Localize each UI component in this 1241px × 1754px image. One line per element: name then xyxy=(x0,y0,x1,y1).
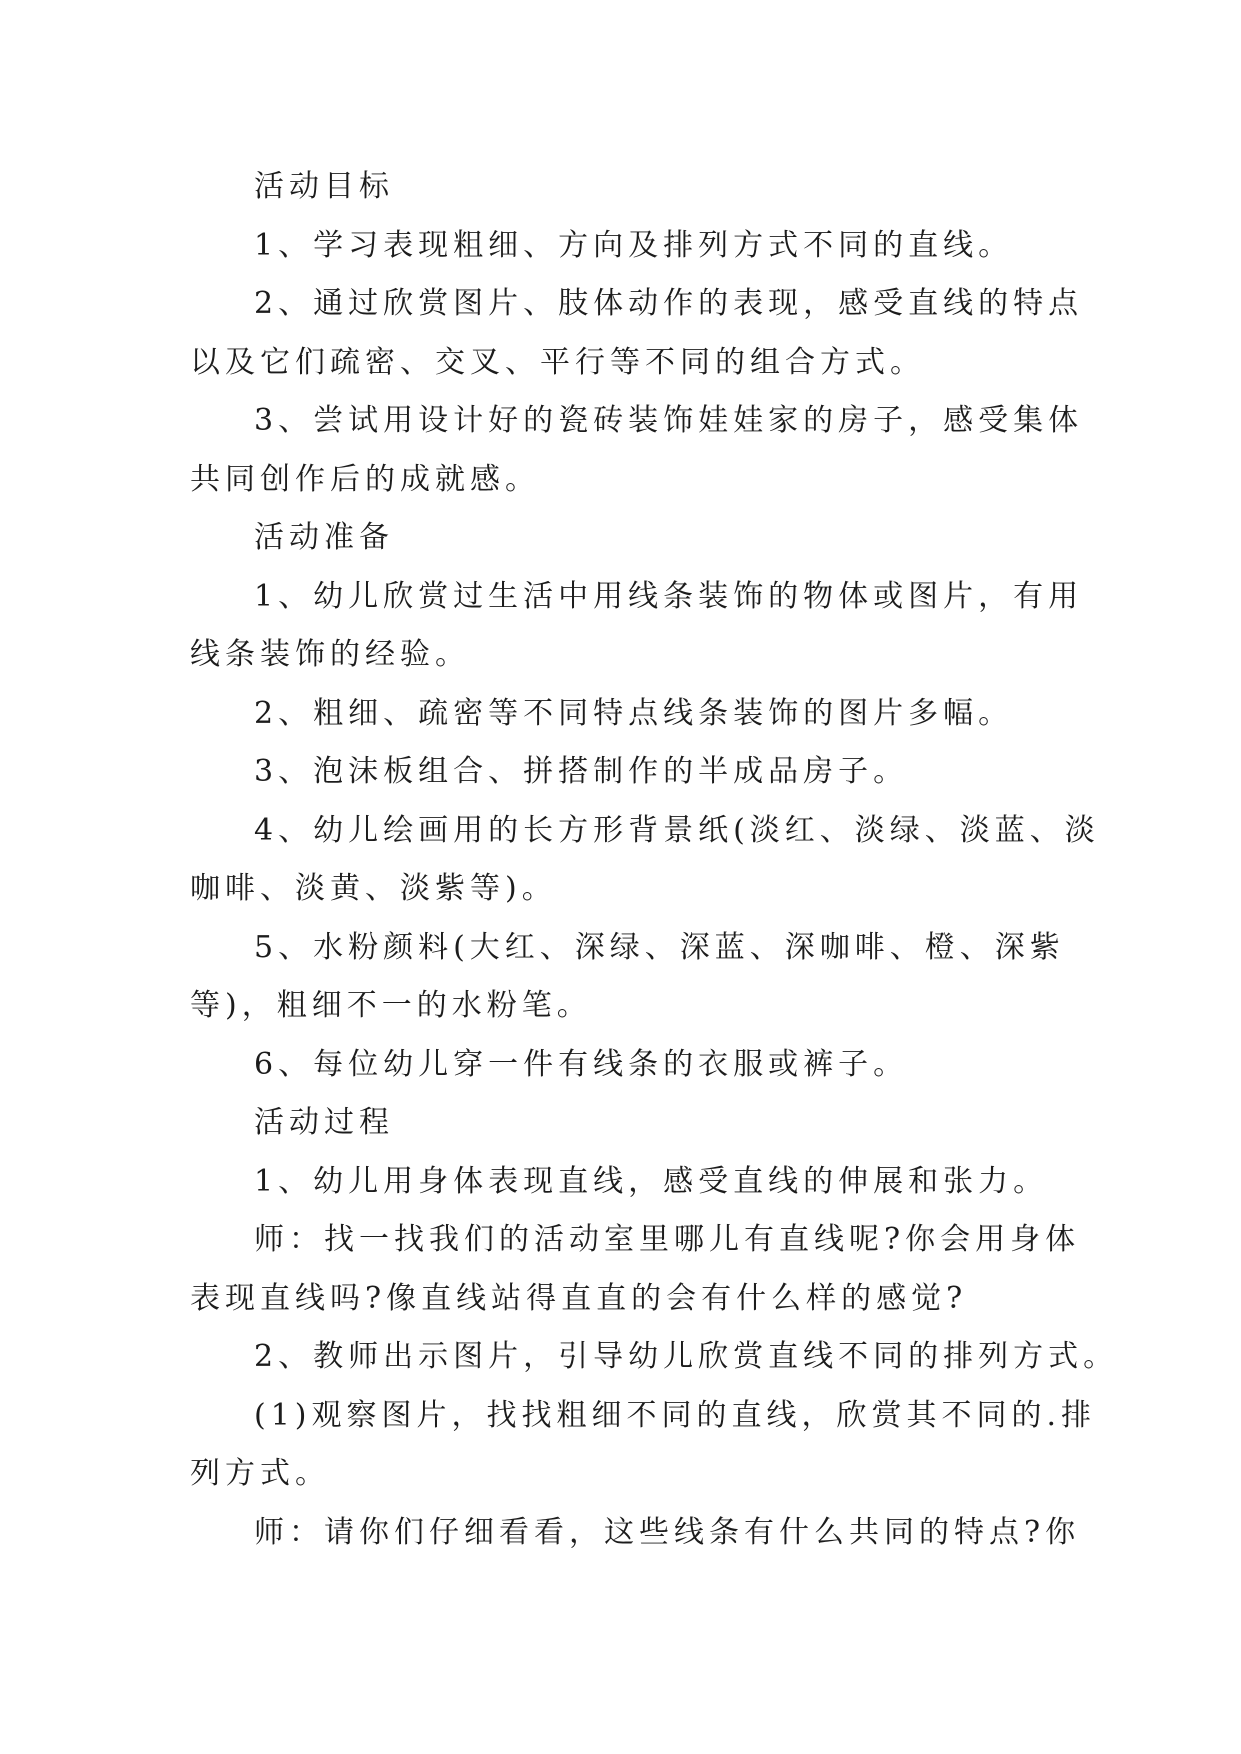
paragraph-line: 师：请你们仔细看看，这些线条有什么共同的特点?你 xyxy=(254,1514,1081,1550)
paragraph-line: 咖啡、淡黄、淡紫等)。 xyxy=(190,871,557,906)
paragraph-line: 2、粗细、疏密等不同特点线条装饰的图片多幅。 xyxy=(254,695,1014,731)
document-body xyxy=(190,158,1119,1562)
paragraph-line: 1、学习表现粗细、方向及排列方式不同的直线。 xyxy=(254,227,1014,263)
paragraph-line: 2、通过欣赏图片、肢体动作的表现，感受直线的特点 xyxy=(254,286,1084,321)
paragraph-line: 师：找一找我们的活动室里哪儿有直线呢?你会用身体 xyxy=(254,1222,1081,1257)
paragraph-line: 3、泡沫板组合、拼搭制作的半成品房子。 xyxy=(254,754,909,789)
paragraph-line: 以及它们疏密、交叉、平行等不同的组合方式。 xyxy=(190,344,925,380)
paragraph-line: 共同创作后的成就感。 xyxy=(190,461,540,497)
paragraph-line: 表现直线吗?像直线站得直直的会有什么样的感觉? xyxy=(190,1280,968,1316)
paragraph-line: 2、教师出示图片，引导幼儿欣赏直线不同的排列方式。 xyxy=(254,1339,1119,1374)
paragraph-line: 1、幼儿用身体表现直线，感受直线的伸展和张力。 xyxy=(254,1163,1049,1199)
paragraph-line: 4、幼儿绘画用的长方形背景纸(淡红、淡绿、淡蓝、淡 xyxy=(254,812,1100,848)
paragraph-line: 3、尝试用设计好的瓷砖装饰娃娃家的房子，感受集体 xyxy=(254,403,1084,438)
paragraph-line: 线条装饰的经验。 xyxy=(190,637,470,672)
section-heading-process: 活动过程 xyxy=(254,1105,394,1140)
paragraph-line: 1、幼儿欣赏过生活中用线条装饰的物体或图片，有用 xyxy=(254,578,1084,614)
paragraph-line: 列方式。 xyxy=(190,1456,330,1491)
paragraph-line: 6、每位幼儿穿一件有线条的衣服或裤子。 xyxy=(254,1046,909,1082)
paragraph-line: 5、水粉颜料(大红、深绿、深蓝、深咖啡、橙、深紫 xyxy=(254,929,1065,965)
section-heading-preparation: 活动准备 xyxy=(254,520,394,555)
paragraph-line: (1)观察图片，找找粗细不同的直线，欣赏其不同的.排 xyxy=(254,1397,1097,1433)
section-heading-goals: 活动目标 xyxy=(254,169,394,204)
paragraph-line: 等)，粗细不一的水粉笔。 xyxy=(190,988,592,1023)
